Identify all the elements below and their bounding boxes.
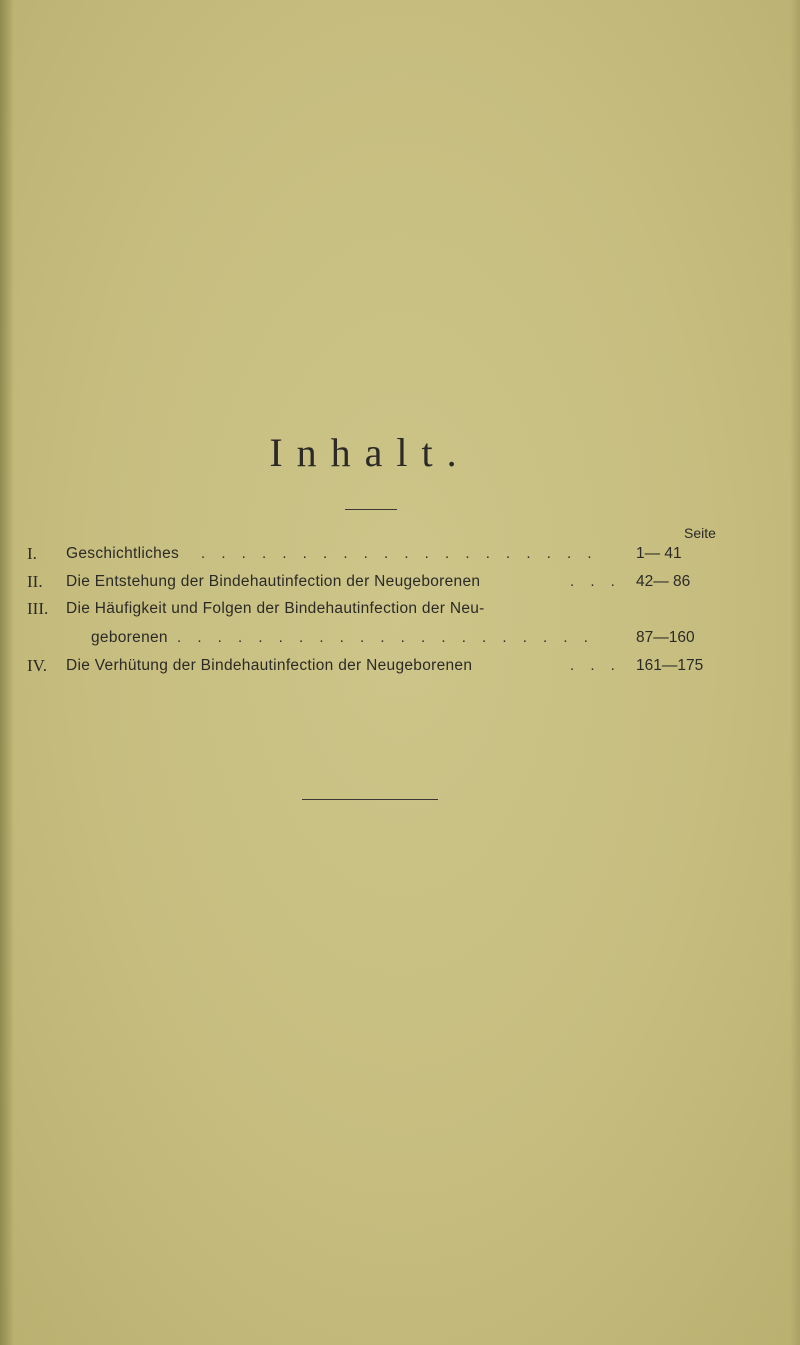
toc-entry-1 (0, 542, 800, 566)
toc-leader-dots: . . . (570, 573, 621, 590)
toc-entry-3-continuation (0, 626, 800, 650)
toc-leader-dots: . . . (570, 657, 621, 674)
toc-leader-dots: . . . . . . . . . . . . . . . . . . . . . (177, 629, 594, 646)
toc-entry-number: III. (27, 599, 49, 618)
toc-entry-pages: 1— 41 (636, 545, 682, 562)
toc-entry-pages: 42— 86 (636, 573, 691, 590)
toc-entry-4 (0, 654, 800, 678)
toc-entry-number: IV. (27, 656, 47, 675)
toc-entry-title: Die Häufigkeit und Folgen der Bindehautinfection der Neu- (66, 600, 485, 617)
toc-entry-number: II. (27, 572, 43, 591)
toc-entry-title: Die Verhütung der Bindehautinfection der Neugeborenen (66, 657, 473, 674)
toc-entry-title: Die Entstehung der Bindehautinfection der Neugeborenen (66, 573, 481, 590)
toc-entry-pages: 87—160 (636, 629, 695, 646)
toc-entry-title-continuation: geborenen (91, 629, 168, 646)
closing-divider (302, 799, 438, 800)
toc-leader-dots: . . . . . . . . . . . . . . . . . . . . (201, 545, 598, 562)
toc-entry-pages: 161—175 (636, 657, 704, 674)
toc-entry-3 (0, 597, 800, 621)
toc-entry-2 (0, 570, 800, 594)
page-column-header: Seite (684, 525, 716, 541)
title-divider (345, 509, 397, 510)
page-title: Inhalt. (269, 430, 471, 475)
toc-entry-title: Geschichtliches (66, 545, 180, 562)
toc-entry-number: I. (27, 544, 37, 563)
